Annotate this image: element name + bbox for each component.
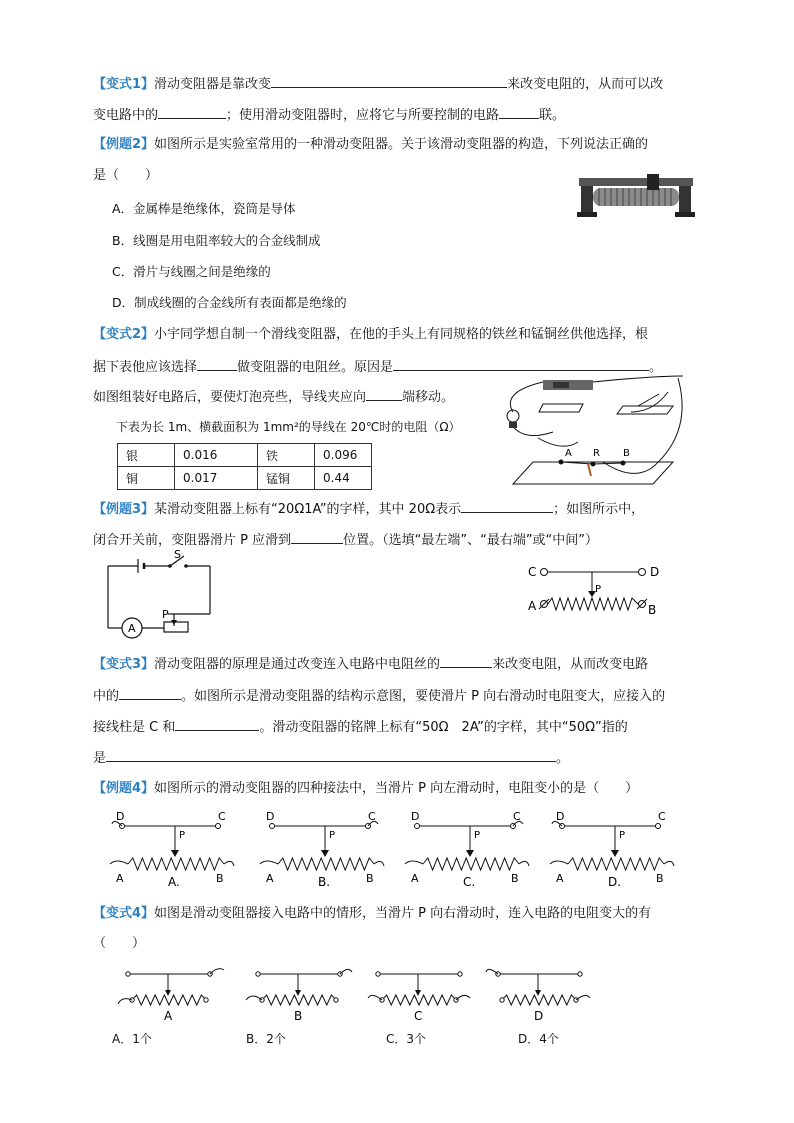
v3-blank-4[interactable]	[106, 747, 556, 762]
figure-caption: C	[414, 1009, 423, 1023]
v4-stem: 如图是滑动变阻器接入电路中的情形，当滑片 P 向右滑动时，连入电路的电阻变大的有	[154, 906, 652, 921]
pin-label-b: B	[511, 872, 519, 885]
v3-text-1: 滑动变阻器的原理是通过改变连入电路中电阻丝的	[154, 657, 441, 672]
e2-tag: 【例题2】	[93, 137, 155, 152]
e3-text-4: 位置。（选填“最左端”、“最右端”或“中间”）	[343, 533, 599, 548]
v4-figure-a	[110, 962, 234, 1028]
v2-blank-1[interactable]	[197, 356, 237, 371]
table-cell: 0.017	[175, 467, 258, 490]
e4-line1	[93, 779, 638, 799]
v4-figure-c	[360, 962, 484, 1028]
pin-label-d: D	[266, 810, 275, 823]
v1-text-2: 来改变电阻的，从而可以改	[507, 77, 664, 92]
e4-figure-a	[100, 806, 240, 892]
e4-tag: 【例题4】	[93, 781, 155, 796]
v3-text-8: 。	[556, 751, 570, 766]
v3-tag: 【变式3】	[93, 657, 155, 672]
pin-label-d: D	[116, 810, 125, 823]
v3-line3	[93, 716, 628, 738]
table-cell: 银	[118, 444, 175, 467]
e2-option-d[interactable]: D．制成线圈的合金线所有表面都是绝缘的	[112, 295, 347, 310]
figure-caption: B	[294, 1009, 303, 1023]
pin-label-p: P	[474, 830, 481, 841]
table-cell: 铜	[118, 467, 175, 490]
fig-label-r: R	[593, 448, 600, 459]
v3-blank-2[interactable]	[119, 685, 181, 700]
v2-circuit-figure	[483, 372, 695, 496]
v2-line3	[93, 386, 454, 408]
fig-label-a: A	[565, 448, 572, 459]
e3-text-2: ；如图所示中，	[553, 502, 645, 517]
v4-option-a[interactable]: A．1个	[112, 1032, 152, 1046]
pin-label-p: P	[179, 830, 186, 841]
v2-text-2: 据下表他应该选择	[93, 360, 198, 375]
v2-text-3: 做变阻器的电阻丝。原因是	[237, 360, 394, 375]
v4-line2: （ ）	[93, 936, 146, 951]
e4-stem: 如图所示的滑动变阻器的四种接法中，当滑片 P 向左滑动时，电阻变小的是（ ）	[154, 781, 639, 796]
table-cell: 0.44	[315, 467, 372, 490]
fig-label-b: B	[623, 448, 630, 459]
e3-circuit-figure	[98, 548, 218, 640]
figure-caption: A.	[168, 875, 180, 889]
v3-text-5: 接线柱是 C 和	[93, 720, 176, 735]
e3-blank-1[interactable]	[461, 498, 553, 513]
v3-text-3: 中的	[93, 689, 120, 704]
table-cell: 铁	[258, 444, 315, 467]
v3-line4	[93, 747, 569, 769]
v1-blank-2[interactable]	[158, 104, 226, 119]
pin-label-p: P	[619, 830, 626, 841]
pin-label-a: A	[116, 872, 124, 885]
v4-option-d[interactable]: D．4个	[518, 1032, 559, 1046]
table-row	[118, 467, 372, 490]
table-row	[118, 444, 372, 467]
v4-figure-b	[240, 962, 364, 1028]
pin-label-b: B	[216, 872, 224, 885]
e3-tag: 【例题3】	[93, 502, 155, 517]
e3-rheostat-figure	[524, 560, 664, 618]
v1-tag: 【变式1】	[93, 77, 155, 92]
v2-table-caption: 下表为长 1m、横截面积为 1mm²的导线在 20℃时的电阻（Ω）	[116, 420, 461, 434]
pin-label-d: D	[650, 565, 660, 579]
e2-stem: 如图所示是实验室常用的一种滑动变阻器。关于该滑动变阻器的构造，下列说法正确的	[154, 137, 649, 152]
v1-text-1: 滑动变阻器是靠改变	[154, 77, 272, 92]
figure-caption: C.	[463, 875, 476, 889]
v2-tag: 【变式2】	[93, 327, 155, 342]
v1-line2	[93, 104, 565, 126]
circuit-label-p: P	[162, 608, 169, 621]
table-cell: 0.096	[315, 444, 372, 467]
e2-option-c[interactable]: C．滑片与线圈之间是绝缘的	[112, 264, 271, 279]
resistance-table	[117, 443, 372, 490]
v2-text-5: 如图组装好电路后，要使灯泡亮些，导线夹应向	[93, 390, 367, 405]
v4-option-c[interactable]: C．3个	[386, 1032, 427, 1046]
e4-figure-d	[540, 806, 680, 892]
table-cell: 锰铜	[258, 467, 315, 490]
pin-label-d: D	[411, 810, 420, 823]
pin-label-b: B	[366, 872, 374, 885]
v3-blank-1[interactable]	[440, 653, 492, 668]
pin-label-c: C	[528, 565, 537, 579]
v4-figure-d	[480, 962, 604, 1028]
v2-text-6: 端移动。	[402, 390, 455, 405]
v2-line1	[93, 325, 648, 345]
v1-text-4: ；使用滑动变阻器时，应将它与所要控制的电路	[226, 108, 500, 123]
pin-label-c: C	[368, 810, 376, 823]
v4-tag: 【变式4】	[93, 906, 155, 921]
v1-blank-3[interactable]	[499, 104, 539, 119]
table-cell: 0.016	[175, 444, 258, 467]
e3-text-3: 闭合开关前，变阻器滑片 P 应滑到	[93, 533, 292, 548]
v3-text-6: 。滑动变阻器的铭牌上标有“50Ω 2A”的字样，其中“50Ω”指的	[259, 720, 628, 735]
v1-line1	[93, 73, 663, 95]
e2-option-b[interactable]: B．线圈是用电阻率较大的合金线制成	[112, 233, 321, 248]
v2-text-4: 。	[649, 360, 663, 375]
pin-label-a: A	[266, 872, 274, 885]
figure-caption: D	[534, 1009, 544, 1023]
pin-label-d: D	[556, 810, 565, 823]
figure-caption: A	[164, 1009, 173, 1023]
figure-caption: D.	[608, 875, 622, 889]
v2-blank-2[interactable]	[393, 356, 649, 371]
v1-text-3: 变电路中的	[93, 108, 159, 123]
pin-label-a: A	[411, 872, 419, 885]
v3-text-4: 。如图所示是滑动变阻器的结构示意图，要使滑片 P 向右滑动时电阻变大，应接入的	[181, 689, 666, 704]
pin-label-b: B	[648, 603, 657, 617]
pin-label-b: B	[656, 872, 664, 885]
e4-figure-c	[395, 806, 535, 892]
v3-line2	[93, 685, 665, 707]
v2-text-1: 小宇同学想自制一个滑线变阻器，在他的手头上有同规格的铁丝和锰铜丝供他选择，根	[154, 327, 649, 342]
figure-caption: B.	[318, 875, 331, 889]
v1-blank-1[interactable]	[271, 73, 507, 88]
v3-text-2: 来改变电阻，从而改变电路	[492, 657, 649, 672]
v4-line1	[93, 904, 651, 924]
circuit-label-s: S	[174, 548, 181, 561]
e3-blank-2[interactable]	[291, 529, 343, 544]
pin-label-c: C	[218, 810, 226, 823]
pin-label-c: C	[658, 810, 666, 823]
pin-label-p: P	[595, 584, 602, 595]
v1-text-5: 联。	[539, 108, 566, 123]
pin-label-p: P	[329, 830, 336, 841]
e2-line2: 是（ ）	[93, 168, 159, 183]
pin-label-a: A	[556, 872, 564, 885]
e2-line1	[93, 135, 648, 155]
v2-blank-3[interactable]	[366, 386, 402, 401]
e2-option-a[interactable]: A．金属棒是绝缘体，瓷筒是导体	[112, 201, 296, 216]
pin-label-a: A	[528, 599, 537, 613]
pin-label-c: C	[513, 810, 521, 823]
e4-figure-b	[250, 806, 390, 892]
ammeter-label: A	[128, 622, 136, 635]
v3-blank-3[interactable]	[175, 716, 259, 731]
v3-text-7: 是	[93, 751, 107, 766]
rheostat-photo	[577, 174, 695, 218]
v3-line1	[93, 653, 648, 675]
e3-line1	[93, 498, 644, 520]
e3-text-1: 某滑动变阻器上标有“20Ω1A”的字样，其中 20Ω表示	[154, 502, 462, 517]
v4-option-b[interactable]: B．2个	[246, 1032, 286, 1046]
